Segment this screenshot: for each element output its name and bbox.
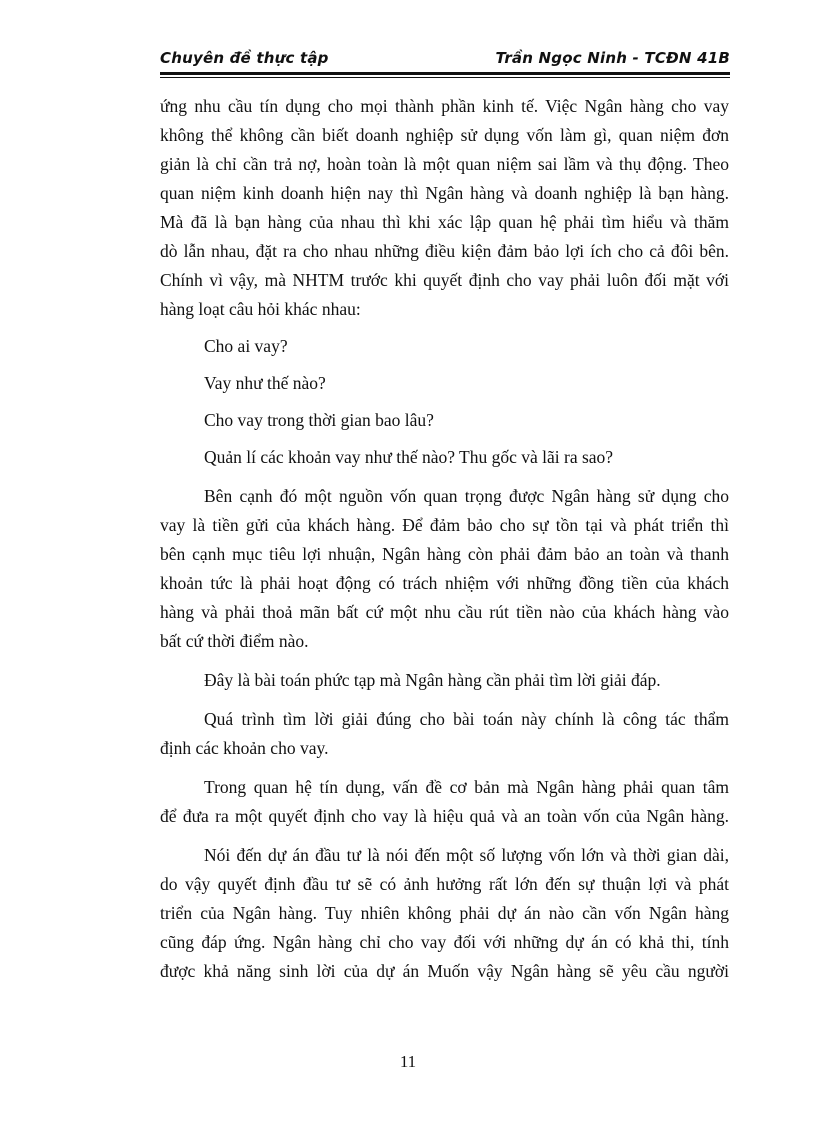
text-line: Nói đến dự án đầu tư là nói đến một số lượng vốn lớn và thời gian dài,: [204, 845, 729, 865]
text-line: không thể không cần biết doanh nghiệp sử dụng vốn làm gì, quan niệm đơn: [160, 125, 729, 145]
text-line: hàng loạt câu hỏi khác nhau:: [160, 299, 361, 319]
paragraph-1: [160, 92, 729, 324]
text-line: được khả năng sinh lời của dự án Muốn vậy Ngân hàng sẽ yêu cầu người: [160, 961, 729, 981]
text-line: Bên cạnh đó một nguồn vốn quan trọng được Ngân hàng sử dụng cho: [204, 486, 729, 506]
header-rule-thick: [160, 72, 730, 75]
text-line: vay là tiền gửi của khách hàng. Để đảm bảo cho sự tồn tại và phát triển thì: [160, 515, 729, 535]
question-item: Cho vay trong thời gian bao lâu?: [204, 410, 434, 430]
text-line: Mà đã là bạn hàng của nhau thì khi xác lập quan hệ phải tìm hiểu và thăm: [160, 212, 729, 232]
question-item: Vay như thế nào?: [204, 373, 326, 393]
text-line: để đưa ra một quyết định cho vay là hiệu quả và an toàn vốn của Ngân hàng.: [160, 806, 729, 826]
text-line: triển của Ngân hàng. Tuy nhiên không phải dự án nào cần vốn Ngân hàng: [160, 903, 729, 923]
text-line: giản là chỉ cần trả nợ, hoàn toàn là một quan niệm sai lầm và thụ động. Theo: [160, 154, 729, 174]
page-number: 11: [399, 1052, 417, 1071]
text-line: Quá trình tìm lời giải đúng cho bài toán này chính là công tác thẩm: [204, 709, 729, 729]
text-line: do vậy quyết định đầu tư sẽ có ảnh hưởng rất lớn đến sự thuận lợi và phát: [160, 874, 729, 894]
paragraph-5: [160, 773, 729, 831]
text-line: khoản tức là phải hoạt động có trách nhiệm với những đồng tiền của khách: [160, 573, 729, 593]
text-line: bất cứ thời điểm nào.: [160, 631, 309, 651]
text-line: Đây là bài toán phức tạp mà Ngân hàng cần phải tìm lời giải đáp.: [204, 670, 661, 690]
paragraph-2: [160, 482, 729, 656]
paragraph-4: [160, 705, 729, 763]
paragraph-3: [160, 666, 729, 695]
text-line: quan niệm kinh doanh hiện nay thì Ngân hàng và doanh nghiệp là bạn hàng.: [160, 183, 729, 203]
page-header: [160, 44, 730, 74]
header-title-left: Chuyên đề thực tập: [160, 49, 329, 67]
text-line: hàng và phải thoả mãn bất cứ một nhu cầu rút tiền nào của khách hàng vào: [160, 602, 729, 622]
text-line: bên cạnh mục tiêu lợi nhuận, Ngân hàng còn phải đảm bảo an toàn và thanh: [160, 544, 729, 564]
text-line: Chính vì vậy, mà NHTM trước khi quyết định cho vay phải luôn đối mặt với: [160, 270, 729, 290]
text-line: định các khoản cho vay.: [160, 738, 329, 758]
text-line: Trong quan hệ tín dụng, vấn đề cơ bản mà Ngân hàng phải quan tâm: [204, 777, 729, 797]
text-line: ứng nhu cầu tín dụng cho mọi thành phần kinh tế. Việc Ngân hàng cho vay: [160, 96, 729, 116]
question-item: Cho ai vay?: [204, 336, 288, 356]
question-item: Quản lí các khoản vay như thế nào? Thu gốc và lãi ra sao?: [204, 447, 614, 467]
text-line: dò lẫn nhau, đặt ra cho nhau những điều kiện đảm bảo lợi ích cho cả đôi bên.: [160, 241, 729, 261]
header-author-right: Trần Ngọc Ninh - TCĐN 41B: [495, 49, 730, 67]
paragraph-6: [160, 841, 729, 986]
header-rule-thin: [160, 77, 730, 78]
text-line: cũng đáp ứng. Ngân hàng chỉ cho vay đối với những dự án có khả thi, tính: [160, 932, 729, 952]
body-text: [160, 92, 729, 986]
